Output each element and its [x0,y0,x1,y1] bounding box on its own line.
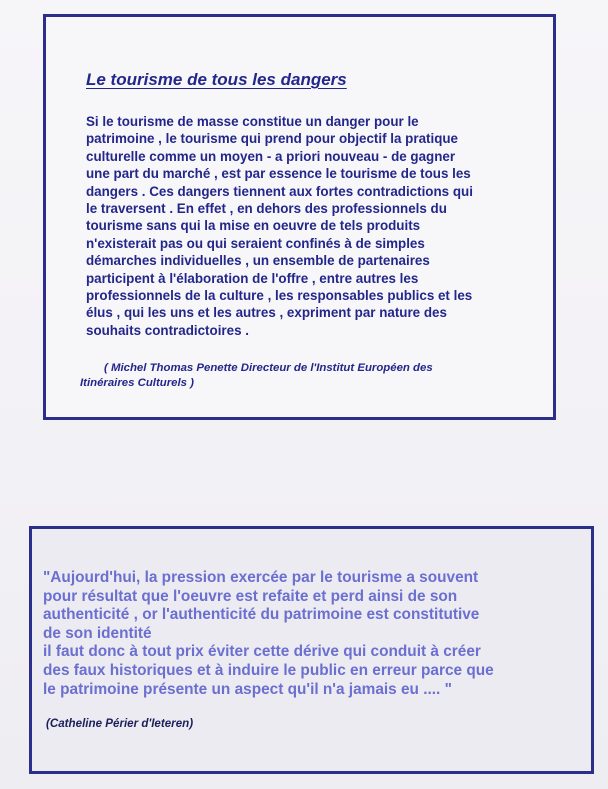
body-line: souhaits contradictoires . [86,322,249,338]
quote-line: "Aujourd'hui, la pression exercée par le tourisme a souvent [43,569,479,586]
article-title: Le tourisme de tous les dangers [86,70,347,89]
body-line: le traversent . En effet , en dehors des professionnels du [86,201,447,217]
quote-line: pour résultat que l'oeuvre est refaite et perd ainsi de son [43,587,458,605]
body-line: dangers . Ces dangers tiennent aux fortes contradictions qui [86,183,473,199]
attribution-line: ( Michel Thomas Penette Directeur de l'Institut Européen des [104,362,433,374]
quote-author: (Catheline Périer d'Ieteren) [46,717,194,730]
body-line: culturelle comme un moyen - a priori nouveau - de gagner [86,148,456,164]
attribution-line: Itinéraires Culturels ) [80,377,194,389]
bottom-quote-frame [29,526,594,774]
quote-line: de son identité [43,624,152,642]
body-line: participent à l'élaboration de l'offre , entre autres les [86,270,419,286]
body-line: démarches individuelles , un ensemble de partenaires [86,253,430,269]
article-attribution [80,361,433,391]
body-line: élus , qui les uns et les autres , expriment par nature des [86,305,447,321]
article-body [86,113,526,339]
body-line: Si le tourisme de masse constitue un danger pour le [86,114,419,129]
quote-body [43,569,588,699]
quote-line: authenticité , or l'authenticité du patrimoine est constitutive [43,606,480,624]
body-line: professionnels de la culture , les responsables publics et les [86,288,473,304]
body-line: patrimoine , le tourisme qui prend pour objectif la pratique [86,131,459,147]
top-text-frame [43,14,556,420]
body-line: une part du marché , est par essence le tourisme de tous les [86,166,471,182]
body-line: tourisme sans qui la mise en oeuvre de tels produits [86,218,421,234]
quote-line: il faut donc à tout prix éviter cette dérive qui conduit à créer [43,643,481,661]
quote-line: des faux historiques et à induire le public en erreur parce que [43,661,494,679]
quote-line: le patrimoine présente un aspect qu'il n'a jamais eu .... " [43,680,452,698]
body-line: n'existerait pas ou qui seraient confinés à de simples [86,235,425,251]
